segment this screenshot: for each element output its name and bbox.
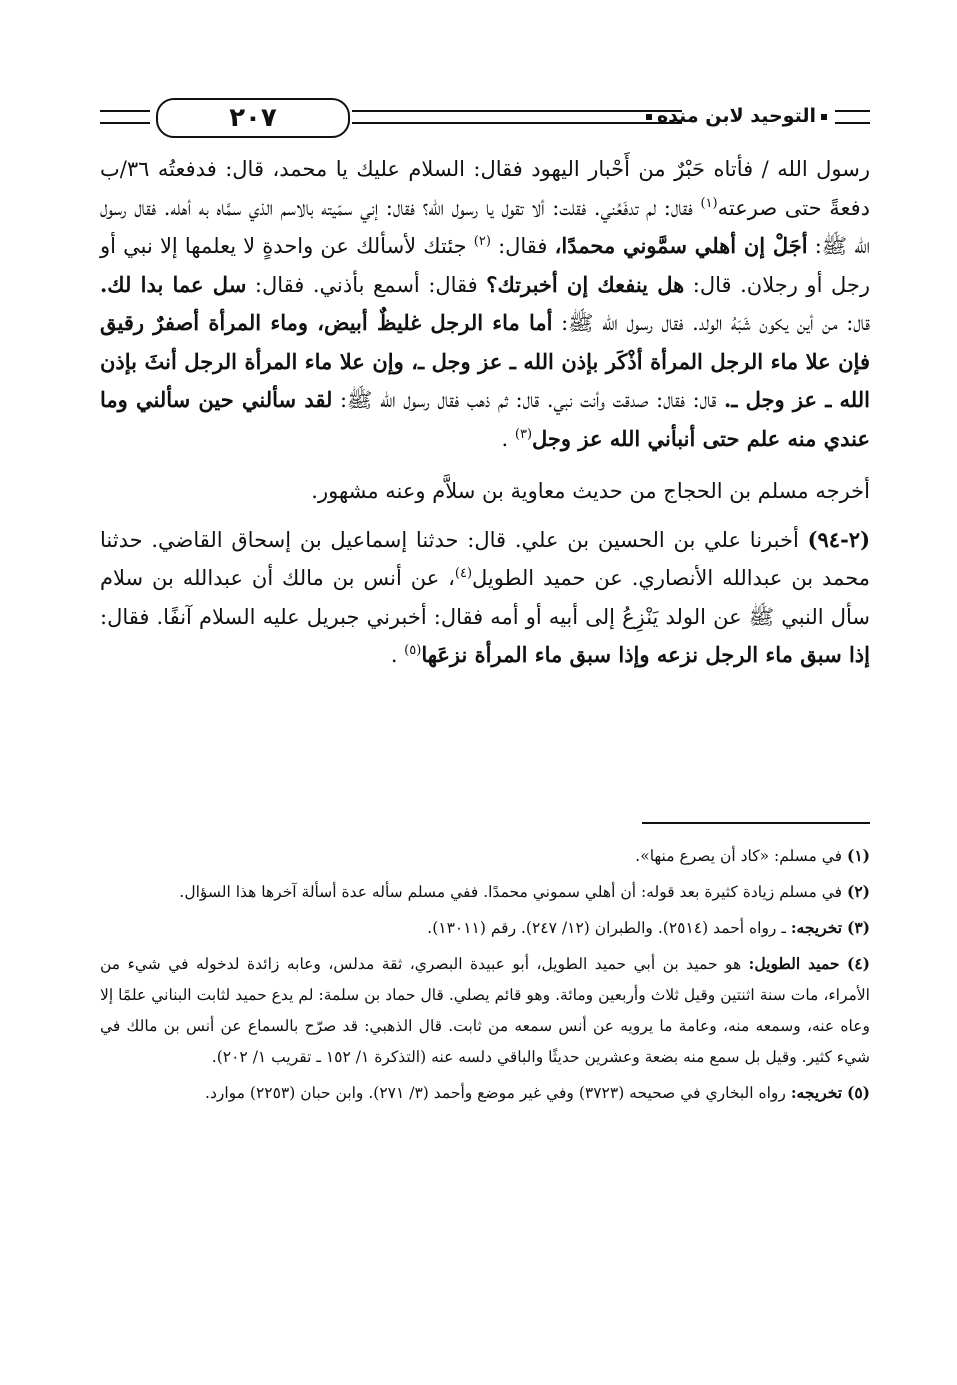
- header-rule-left: [100, 110, 150, 124]
- footnote-ref-1: (١): [700, 195, 718, 211]
- prophet-quote: أجَلْ إن أهلي سمَّوني محمدًا،: [554, 233, 808, 258]
- prophet-quote: أما ماء الرجل غليظٌ أبيض، وماء المرأة أصفرٌ رقيق فإن علا ماء الرجل المرأة أذْكَر بإذن الله ـ عز وجل ـ، وإن علا ماء المرأة الرجل أنثَ بإذن الله ـ عز وجل ـ.: [100, 310, 870, 412]
- footnote-number: (٤): [846, 954, 870, 973]
- square-bullet-icon: [821, 114, 827, 120]
- header-rule-middle: [352, 110, 682, 124]
- footnote-text: في مسلم زيادة كثيرة بعد قوله: أن أهلي سموني محمدًا. ففي مسلم سأله عدة أسألة آخرها هذا السؤال.: [179, 883, 843, 901]
- footnote-label: تخريجه:: [790, 918, 843, 937]
- text-run: جئتك لأسألك عن واحدةٍ لا يعلمها إلا نبي أو رجل أو رجلان. قال:: [100, 234, 870, 297]
- footnote-3: [100, 912, 870, 944]
- prophet-quote: لقد سألني حين سألني وما عندي منه علم حتى أنبأني الله عز وجل: [100, 387, 870, 451]
- text-run: فقال: لم تدفَعُني. فقلت: ألا تقول يا رسول الله؟ فقال: إني سمّيته بالاسم الذي سمَّاه به أهله. فقال رسول الله ﷺ:: [100, 195, 871, 258]
- footnote-number: (٢): [846, 882, 870, 901]
- footnote-separator: [642, 822, 870, 824]
- footnote-number: (٥): [846, 1083, 870, 1102]
- footnote-ref-5: (٥): [404, 643, 422, 658]
- running-title-text: التوحيد لابن منده: [656, 105, 816, 127]
- footnote-4: [100, 948, 870, 1073]
- header-rule-right: [835, 110, 870, 124]
- footnote-text: ـ رواه أحمد (٢٥١٤). والطبران (١٢/ ٢٤٧). رقم (١٣٠١١).: [427, 919, 791, 937]
- footnote-number: (٣): [846, 918, 870, 937]
- text-run: ، عن أنس بن مالك أن عبدالله بن سلام سأل النبي ﷺ عن الولد يَنْزِعُ إلى أبيه أو أمه فقال: أخبرني جبريل عليه السلام آنفًا. فقال:: [100, 566, 870, 629]
- hadith-number: (٢-٩٤): [807, 526, 870, 552]
- text-run: قال: من أين يكون شَبَهُ الولد. فقال رسول الله ﷺ:: [552, 311, 870, 335]
- main-text: [100, 150, 870, 675]
- page-number: ٢٠٧: [156, 98, 350, 138]
- footnote-1: [100, 840, 870, 872]
- prophet-quote: إذا سبق ماء الرجل نزعه وإذا سبق ماء المرأة نزعَها: [421, 642, 870, 667]
- text-run: قال: فقال: صدقت وأنت نبي. قال: ثم ذهب فقال رسول الله ﷺ:: [332, 388, 724, 412]
- footnote-text: في مسلم: «كاد أن يصرع منها».: [635, 847, 843, 865]
- prophet-quote: هل ينفعك إن أخبرتك؟: [486, 271, 685, 297]
- text-run: فقال:: [490, 234, 555, 258]
- text-run: أخبرنا علي بن الحسين بن علي. قال: حدثنا إسماعيل بن إسحاق القاضي. حدثنا محمد بن عبدالله الأنصاري. عن حميد الطويل: [100, 527, 870, 590]
- footnotes: [100, 840, 870, 1113]
- footnote-2: [100, 876, 870, 908]
- paragraph-hadith-continuation: [100, 150, 870, 458]
- footnote-label: تخريجه:: [790, 1083, 843, 1102]
- square-bullet-icon: [646, 114, 652, 120]
- footnote-label: حميد الطويل:: [748, 954, 840, 973]
- footnote-ref-2: (٢): [473, 234, 491, 249]
- footnote-ref-3: (٣): [514, 426, 533, 442]
- text-run: .: [501, 426, 515, 451]
- footnote-number: (١): [846, 846, 870, 865]
- text-run: رسول الله / فأتاه حَبْرٌ من أَحْبار اليهود فقال: السلام عليك يا محمد، قال: فدفعتُه ٣٦/ب دفعةً حتى صرعته: [100, 157, 871, 220]
- text-run: فقال: أسمع بأذني. فقال:: [246, 272, 487, 297]
- footnote-text: هو حميد بن أبي حميد الطويل، أبو عبيدة البصري، ثقة مدلس، وعابه زائدة لدخوله في شيء من الأمراء، مات سنة اثنتين وقيل ثلاث وأربعين ومائة. وهو قائم يصلي. قال حماد بن سلمة: لم يدع حميد لثابت البناني علمًا إلا وعاه عنه، وسمعه منه، وعامة ما يرويه عن أنس سمعه من ثابت. قال الذهبي: قد صرّح بالسماع عن أنس بن مالك في شيء كثير. وقيل بل سمع منه بضعة وعشرين حديثًا والباقي دلسه عنه (التذكرة ١/ ١٥٢ ـ تقريب ١/ ٢٠٢).: [100, 955, 870, 1066]
- page-header: [100, 96, 870, 140]
- footnote-ref-4: (٤): [454, 566, 473, 581]
- paragraph-hadith-94: [100, 521, 870, 675]
- footnote-5: [100, 1077, 870, 1109]
- footnote-text: رواه البخاري في صحيحه (٣٧٢٣) وفي غير موضع وأحمد (٣/ ٢٧١). وابن حبان (٢٢٥٣) موارد.: [205, 1084, 791, 1102]
- running-title: [656, 100, 832, 132]
- text-run: .: [390, 643, 405, 667]
- paragraph-takhrij: أخرجه مسلم بن الحجاج من حديث معاوية بن سلاَّم وعنه مشهور.: [311, 479, 870, 503]
- prophet-quote: سل عما بدا لك.: [100, 271, 247, 297]
